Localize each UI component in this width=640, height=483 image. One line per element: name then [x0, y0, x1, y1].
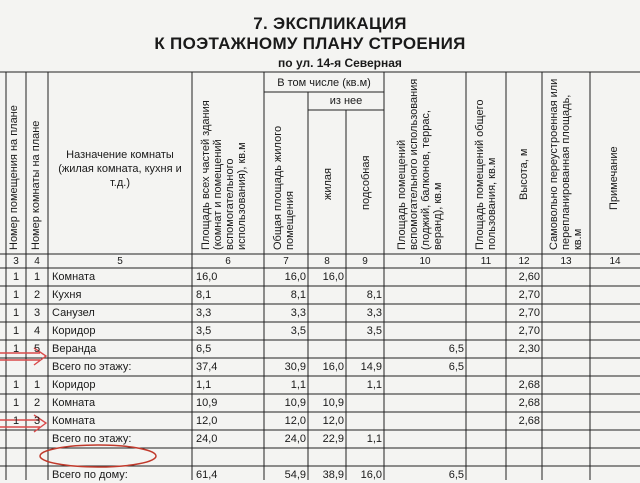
cell-floor: 1 — [12, 289, 20, 301]
header-living-total: Общая площадь жилого помещения — [272, 125, 296, 250]
colnum-6: 6 — [225, 256, 231, 267]
cell-living: 16,0 — [322, 271, 344, 283]
cell-name: Веранда — [52, 343, 97, 355]
cell-total: 24,0 — [196, 433, 218, 445]
cell-living-total: 8,1 — [290, 289, 306, 301]
cell-room: 3 — [33, 415, 41, 427]
header-incl-group: В том числе (кв.м) — [277, 77, 371, 89]
cell-total: 12,0 — [196, 415, 218, 427]
cell-living-total: 12,0 — [284, 415, 306, 427]
cell-name: Всего по дому: — [52, 469, 128, 481]
cell-name: Санузел — [52, 307, 95, 319]
cell-name: Кухня — [52, 289, 82, 301]
cell-floor: 1 — [12, 415, 20, 427]
header-aux-use: Площадь помещений вспомогательного использования (лоджий, балконов, террас, веранд), кв.м — [396, 78, 444, 250]
header-floor-room-no: Номер помещения на плане — [8, 105, 20, 250]
cell-room: 4 — [33, 325, 41, 337]
header-auxiliary: подсобная — [360, 155, 372, 210]
cell-aux-use: 6,5 — [448, 361, 464, 373]
cell-total: 37,4 — [196, 361, 218, 373]
cell-total: 3,5 — [196, 325, 212, 337]
address-line: по ул. 14-я Северная — [278, 56, 402, 70]
cell-living-total: 54,9 — [284, 469, 306, 481]
cell-living-total: 30,9 — [284, 361, 306, 373]
cell-living: 38,9 — [322, 469, 344, 481]
cell-name: Всего по этажу: — [52, 433, 132, 445]
header-note: Примечание — [608, 146, 620, 210]
header-room-no: Номер комнаты на плане — [30, 120, 42, 250]
cell-name: Коридор — [52, 379, 96, 391]
cell-height: 2,70 — [518, 307, 540, 319]
cell-living-total: 1,1 — [290, 379, 306, 391]
cell-name: Комната — [52, 271, 96, 283]
cell-height: 2,70 — [518, 289, 540, 301]
cell-height: 2,60 — [518, 271, 540, 283]
cell-name: Всего по этажу: — [52, 361, 132, 373]
cell-living-total: 24,0 — [284, 433, 306, 445]
cell-floor: 1 — [12, 379, 20, 391]
header-common-use: Площадь помещений общего пользования, кв.м — [474, 99, 498, 250]
colnum-8: 8 — [324, 256, 330, 267]
cell-room: 2 — [33, 397, 41, 409]
header-purpose: Назначение комнаты (жилая комната, кухня и т.д.) — [58, 149, 182, 189]
header-living: жилая — [322, 168, 334, 200]
cell-aux: 16,0 — [360, 469, 382, 481]
colnum-9: 9 — [362, 256, 368, 267]
cell-floor: 1 — [12, 343, 20, 355]
header-total-area: Площадь всех частей здания (комнат и помещений вспомогательного использования), кв.м — [200, 100, 248, 250]
colnum-4: 4 — [34, 256, 40, 267]
cell-floor: 1 — [12, 397, 20, 409]
cell-aux: 1,1 — [366, 379, 382, 391]
cell-name: Коридор — [52, 325, 96, 337]
cell-total: 10,9 — [196, 397, 218, 409]
cell-aux-use: 6,5 — [448, 343, 464, 355]
cell-height: 2,68 — [518, 415, 540, 427]
cell-living: 22,9 — [322, 433, 344, 445]
cell-living-total: 3,5 — [290, 325, 306, 337]
cell-aux-use: 6,5 — [448, 469, 464, 481]
cell-total: 6,5 — [196, 343, 212, 355]
cell-room: 1 — [33, 271, 41, 283]
cell-living-total: 16,0 — [284, 271, 306, 283]
colnum-3: 3 — [13, 256, 19, 267]
cell-room: 1 — [33, 379, 41, 391]
colnum-14: 14 — [609, 256, 621, 267]
header-height: Высота, м — [518, 148, 530, 200]
cell-living: 16,0 — [322, 361, 344, 373]
cell-living-total: 3,3 — [290, 307, 306, 319]
cell-living: 12,0 — [322, 415, 344, 427]
cell-name: Комната — [52, 397, 96, 409]
cell-aux: 8,1 — [366, 289, 382, 301]
cell-height: 2,68 — [518, 379, 540, 391]
header-unauthorized: Самовольно переустроенная или перепланированная площадь, кв.м — [548, 78, 584, 250]
colnum-7: 7 — [283, 256, 289, 267]
colnum-5: 5 — [117, 256, 123, 267]
cell-aux: 3,5 — [366, 325, 382, 337]
colnum-11: 11 — [480, 256, 492, 267]
cell-total: 1,1 — [196, 379, 212, 391]
cell-height: 2,30 — [518, 343, 540, 355]
cell-aux: 14,9 — [360, 361, 382, 373]
cell-total: 3,3 — [196, 307, 212, 319]
document-subtitle: К ПОЭТАЖНОМУ ПЛАНУ СТРОЕНИЯ — [154, 34, 466, 53]
cell-height: 2,70 — [518, 325, 540, 337]
cell-floor: 1 — [12, 307, 20, 319]
document-title: 7. ЭКСПЛИКАЦИЯ — [253, 14, 407, 33]
cell-total: 61,4 — [196, 469, 218, 481]
cell-living: 10,9 — [322, 397, 344, 409]
cell-total: 8,1 — [196, 289, 212, 301]
cell-floor: 1 — [12, 325, 20, 337]
cell-room: 2 — [33, 289, 41, 301]
colnum-13: 13 — [560, 256, 572, 267]
cell-height: 2,68 — [518, 397, 540, 409]
cell-room: 3 — [33, 307, 41, 319]
colnum-12: 12 — [518, 256, 530, 267]
colnum-10: 10 — [419, 256, 431, 267]
cell-living-total: 10,9 — [284, 397, 306, 409]
cell-floor: 1 — [12, 271, 20, 283]
cell-name: Комната — [52, 415, 96, 427]
header-of-which: из нее — [329, 95, 363, 107]
cell-aux: 1,1 — [366, 433, 382, 445]
cell-total: 16,0 — [196, 271, 218, 283]
cell-room: 5 — [33, 343, 41, 355]
cell-aux: 3,3 — [366, 307, 382, 319]
